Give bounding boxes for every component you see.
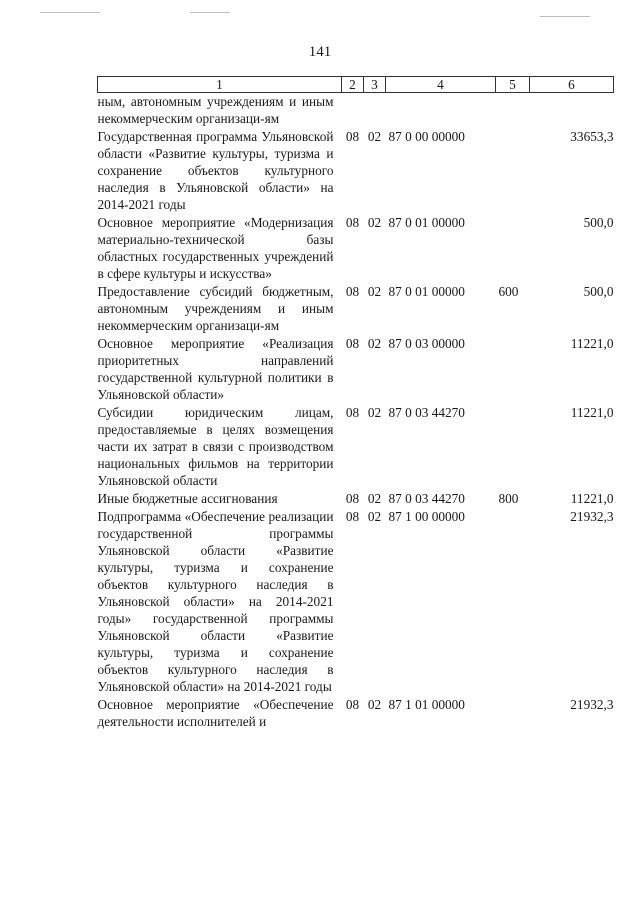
- row-subsection: 02: [367, 509, 382, 524]
- row-expense-type: [496, 508, 530, 696]
- scan-artifact: [540, 16, 590, 17]
- row-amount: 21932,3: [570, 697, 614, 712]
- row-amount: 500,0: [583, 284, 614, 299]
- table-row: [98, 128, 614, 214]
- row-target-code: [386, 93, 496, 129]
- scan-artifact: [190, 12, 230, 13]
- row-section: 08: [345, 697, 360, 712]
- row-section: 08: [345, 284, 360, 299]
- row-name: Подпрограмма «Обеспечение реализации государственной программы Ульяновской области «Развитие культуры, туризма и сохранение объектов культурного наследия в Ульяновской области» на 2014-2021 годы» государственной программы Ульяновской области «Развитие культуры, туризма и сохранение объектов культурного наследия в Ульяновской области» на 2014-2021 годы: [97, 509, 334, 694]
- table-row: [98, 508, 614, 696]
- budget-table: [97, 76, 614, 731]
- row-section: 08: [345, 215, 360, 230]
- row-subsection: 02: [367, 697, 382, 712]
- row-section: 08: [345, 491, 360, 506]
- table-row: [98, 335, 614, 404]
- row-name: Основное мероприятие «Реализация приоритетных направлений государственной культурной политики в Ульяновской области»: [97, 336, 334, 402]
- row-target-code: 87 0 03 00000: [388, 336, 465, 351]
- table-row: [98, 93, 614, 129]
- row-expense-type: 600: [498, 284, 519, 299]
- row-section: [342, 93, 364, 129]
- row-section: 08: [345, 509, 360, 524]
- row-expense-type: 800: [498, 491, 519, 506]
- row-name: Иные бюджетные ассигнования: [97, 491, 278, 506]
- row-amount: 11221,0: [570, 491, 614, 506]
- table-row: [98, 490, 614, 508]
- row-name: Основное мероприятие «Обеспечение деятельности исполнителей и: [97, 697, 334, 729]
- row-amount: [530, 93, 614, 129]
- row-expense-type: [496, 93, 530, 129]
- row-subsection: 02: [367, 215, 382, 230]
- row-subsection: 02: [367, 405, 382, 420]
- column-header: 1: [98, 77, 342, 93]
- row-target-code: 87 0 01 00000: [388, 284, 465, 299]
- page-number: 141: [308, 44, 332, 60]
- row-subsection: [364, 93, 386, 129]
- row-amount: 21932,3: [570, 509, 614, 524]
- row-target-code: 87 0 03 44270: [388, 491, 465, 506]
- row-amount: 33653,3: [570, 129, 614, 144]
- column-header: 6: [530, 77, 614, 93]
- row-subsection: 02: [367, 491, 382, 506]
- row-subsection: 02: [367, 129, 382, 144]
- table-row: [98, 214, 614, 283]
- row-section: 08: [345, 336, 360, 351]
- row-name: ным, автономным учреждениям и иным некоммерческим организаци-ям: [97, 94, 334, 126]
- row-amount: 500,0: [583, 215, 614, 230]
- row-expense-type: [496, 214, 530, 283]
- row-target-code: 87 0 03 44270: [388, 405, 465, 420]
- row-expense-type: [496, 128, 530, 214]
- row-subsection: 02: [367, 336, 382, 351]
- row-target-code: 87 0 01 00000: [388, 215, 465, 230]
- row-expense-type: [496, 696, 530, 731]
- row-section: 08: [345, 405, 360, 420]
- row-target-code: 87 1 00 00000: [388, 509, 465, 524]
- row-name: Основное мероприятие «Модернизация материально-технической базы областных государственных учреждений в сфере культуры и искусства»: [97, 215, 334, 281]
- row-name: Государственная программа Ульяновской области «Развитие культуры, туризма и сохранение объектов культурного наследия в Ульяновской области» на 2014-2021 годы: [97, 129, 334, 212]
- table-row: [98, 696, 614, 731]
- column-header-row: [98, 77, 614, 93]
- table-row: [98, 283, 614, 335]
- row-section: 08: [345, 129, 360, 144]
- row-subsection: 02: [367, 284, 382, 299]
- row-target-code: 87 0 00 00000: [388, 129, 465, 144]
- row-expense-type: [496, 335, 530, 404]
- row-amount: 11221,0: [570, 336, 614, 351]
- column-header: 3: [364, 77, 386, 93]
- row-target-code: 87 1 01 00000: [388, 697, 465, 712]
- table-row: [98, 404, 614, 490]
- row-name: Предоставление субсидий бюджетным, автономным учреждениям и иным некоммерческим организаци-ям: [97, 284, 334, 333]
- column-header: 2: [342, 77, 364, 93]
- scan-artifact: [40, 12, 100, 13]
- column-header: 5: [496, 77, 530, 93]
- row-expense-type: [496, 404, 530, 490]
- row-name: Субсидии юридическим лицам, предоставляемые в целях возмещения части их затрат в связи с производством национальных фильмов на территории Ульяновской области: [97, 405, 334, 488]
- column-header: 4: [386, 77, 496, 93]
- row-amount: 11221,0: [570, 405, 614, 420]
